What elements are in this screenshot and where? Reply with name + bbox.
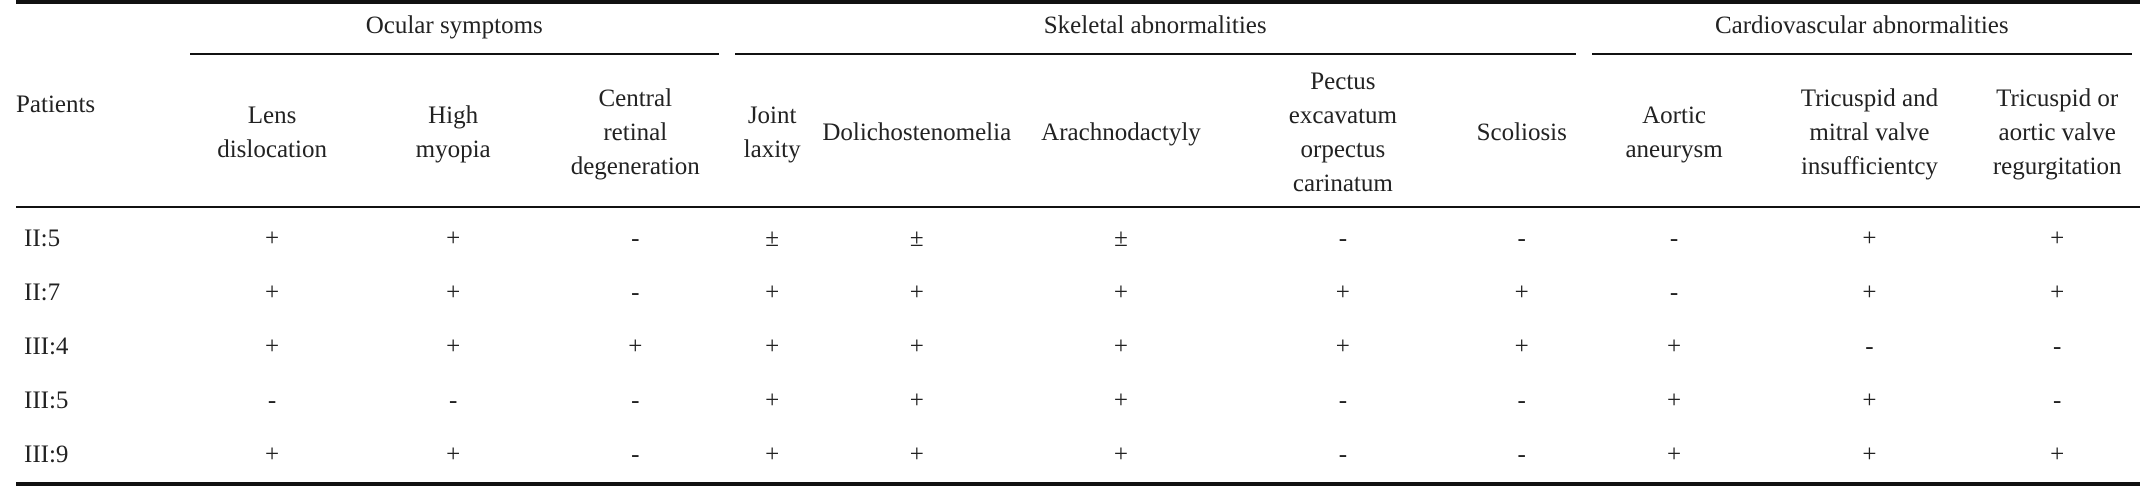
- column-header: Lens dislocation: [182, 60, 363, 207]
- patient-id-cell: III:9: [16, 428, 182, 484]
- table-cell: -: [1338, 387, 1348, 414]
- column-header: Tricuspid or aortic valve regurgitation: [1974, 60, 2140, 207]
- table-row: [16, 320, 2140, 374]
- table-cell: +: [363, 428, 544, 484]
- table-cell: -: [1517, 225, 1526, 252]
- table-cell: +: [909, 333, 924, 360]
- table-row: [16, 207, 2140, 266]
- table-cell: +: [1667, 387, 1682, 414]
- table-cell: +: [727, 428, 818, 484]
- table-cell: +: [765, 387, 780, 414]
- column-header: High myopia: [363, 60, 544, 207]
- table-cell: +: [2050, 279, 2065, 306]
- table-cell: +: [265, 333, 280, 360]
- table-cell: ±: [909, 225, 924, 252]
- symptoms-table: [16, 0, 2140, 486]
- table-cell: +: [265, 225, 280, 252]
- group-header-cardiovascular: [1584, 2, 2140, 60]
- table-body: [16, 207, 2140, 484]
- table-cell: -: [2052, 333, 2062, 360]
- table-cell: ±: [765, 225, 780, 252]
- table-row: [16, 374, 2140, 428]
- table-cell: +: [1113, 279, 1129, 306]
- table-cell: +: [1514, 279, 1529, 306]
- table-cell: +: [446, 333, 461, 360]
- table-cell: -: [1338, 225, 1348, 252]
- table-cell: +: [1862, 279, 1877, 306]
- column-header: Tricuspid and mitral valve insufficientcy: [1765, 60, 1975, 207]
- patient-id-cell: III:4: [24, 333, 69, 360]
- table-cell: +: [1974, 428, 2140, 484]
- table-cell: +: [265, 279, 280, 306]
- table-cell: -: [448, 387, 458, 414]
- table-cell: -: [2052, 387, 2062, 414]
- table-cell: +: [1514, 333, 1529, 360]
- column-header: Arachnodactyly: [1016, 60, 1226, 207]
- column-header: Scoliosis: [1460, 60, 1584, 207]
- group-header-label: Cardiovascular abnormalities: [1592, 9, 2132, 55]
- column-header: Pectus excavatum orpectus carinatum: [1226, 60, 1460, 207]
- column-header: Joint laxity: [727, 60, 818, 207]
- table-cell: +: [446, 225, 461, 252]
- patient-id-cell: II:7: [24, 279, 61, 306]
- group-header-ocular: [182, 2, 727, 60]
- patients-header: Patients: [16, 2, 182, 207]
- table-cell: +: [628, 333, 643, 360]
- table-cell: +: [1113, 333, 1129, 360]
- patient-id-cell: II:5: [24, 225, 61, 252]
- table-cell: -: [544, 428, 727, 484]
- table-cell: ±: [1114, 225, 1128, 252]
- table-cell: -: [1226, 428, 1460, 484]
- table-cell: -: [1460, 428, 1584, 484]
- table-cell: +: [1113, 387, 1129, 414]
- table-row: [16, 428, 2140, 484]
- table-cell: +: [1667, 333, 1682, 360]
- symptoms-table-container: [16, 0, 2140, 486]
- table-cell: -: [631, 387, 640, 414]
- column-header: Central retinal degeneration: [544, 60, 727, 207]
- table-cell: +: [1584, 428, 1765, 484]
- table-cell: +: [1862, 225, 1877, 252]
- table-cell: +: [2050, 225, 2065, 252]
- group-header-skeletal: [727, 2, 1584, 60]
- table-cell: +: [909, 387, 924, 414]
- table-cell: +: [1765, 428, 1975, 484]
- group-header-label: Skeletal abnormalities: [735, 9, 1576, 55]
- table-row: [16, 266, 2140, 320]
- table-cell: +: [446, 279, 461, 306]
- column-header: Aortic aneurysm: [1584, 60, 1765, 207]
- table-cell: +: [1862, 387, 1877, 414]
- table-cell: +: [909, 279, 924, 306]
- table-cell: -: [1865, 333, 1874, 360]
- table-cell: +: [817, 428, 1016, 484]
- table-cell: -: [1669, 279, 1679, 306]
- table-cell: +: [182, 428, 363, 484]
- table-cell: +: [765, 279, 780, 306]
- patient-id-cell: III:5: [24, 387, 69, 414]
- table-cell: -: [1517, 387, 1526, 414]
- group-header-label: Ocular symptoms: [190, 9, 719, 55]
- group-header-row: [16, 2, 2140, 60]
- column-header: Dolichostenomelia: [817, 60, 1016, 207]
- table-cell: +: [1335, 279, 1350, 306]
- table-cell: -: [1669, 225, 1679, 252]
- table-cell: -: [631, 279, 640, 306]
- table-cell: +: [765, 333, 780, 360]
- column-header-row: [16, 60, 2140, 207]
- table-cell: -: [267, 387, 277, 414]
- table-cell: -: [631, 225, 640, 252]
- table-cell: +: [1016, 428, 1226, 484]
- table-cell: +: [1335, 333, 1350, 360]
